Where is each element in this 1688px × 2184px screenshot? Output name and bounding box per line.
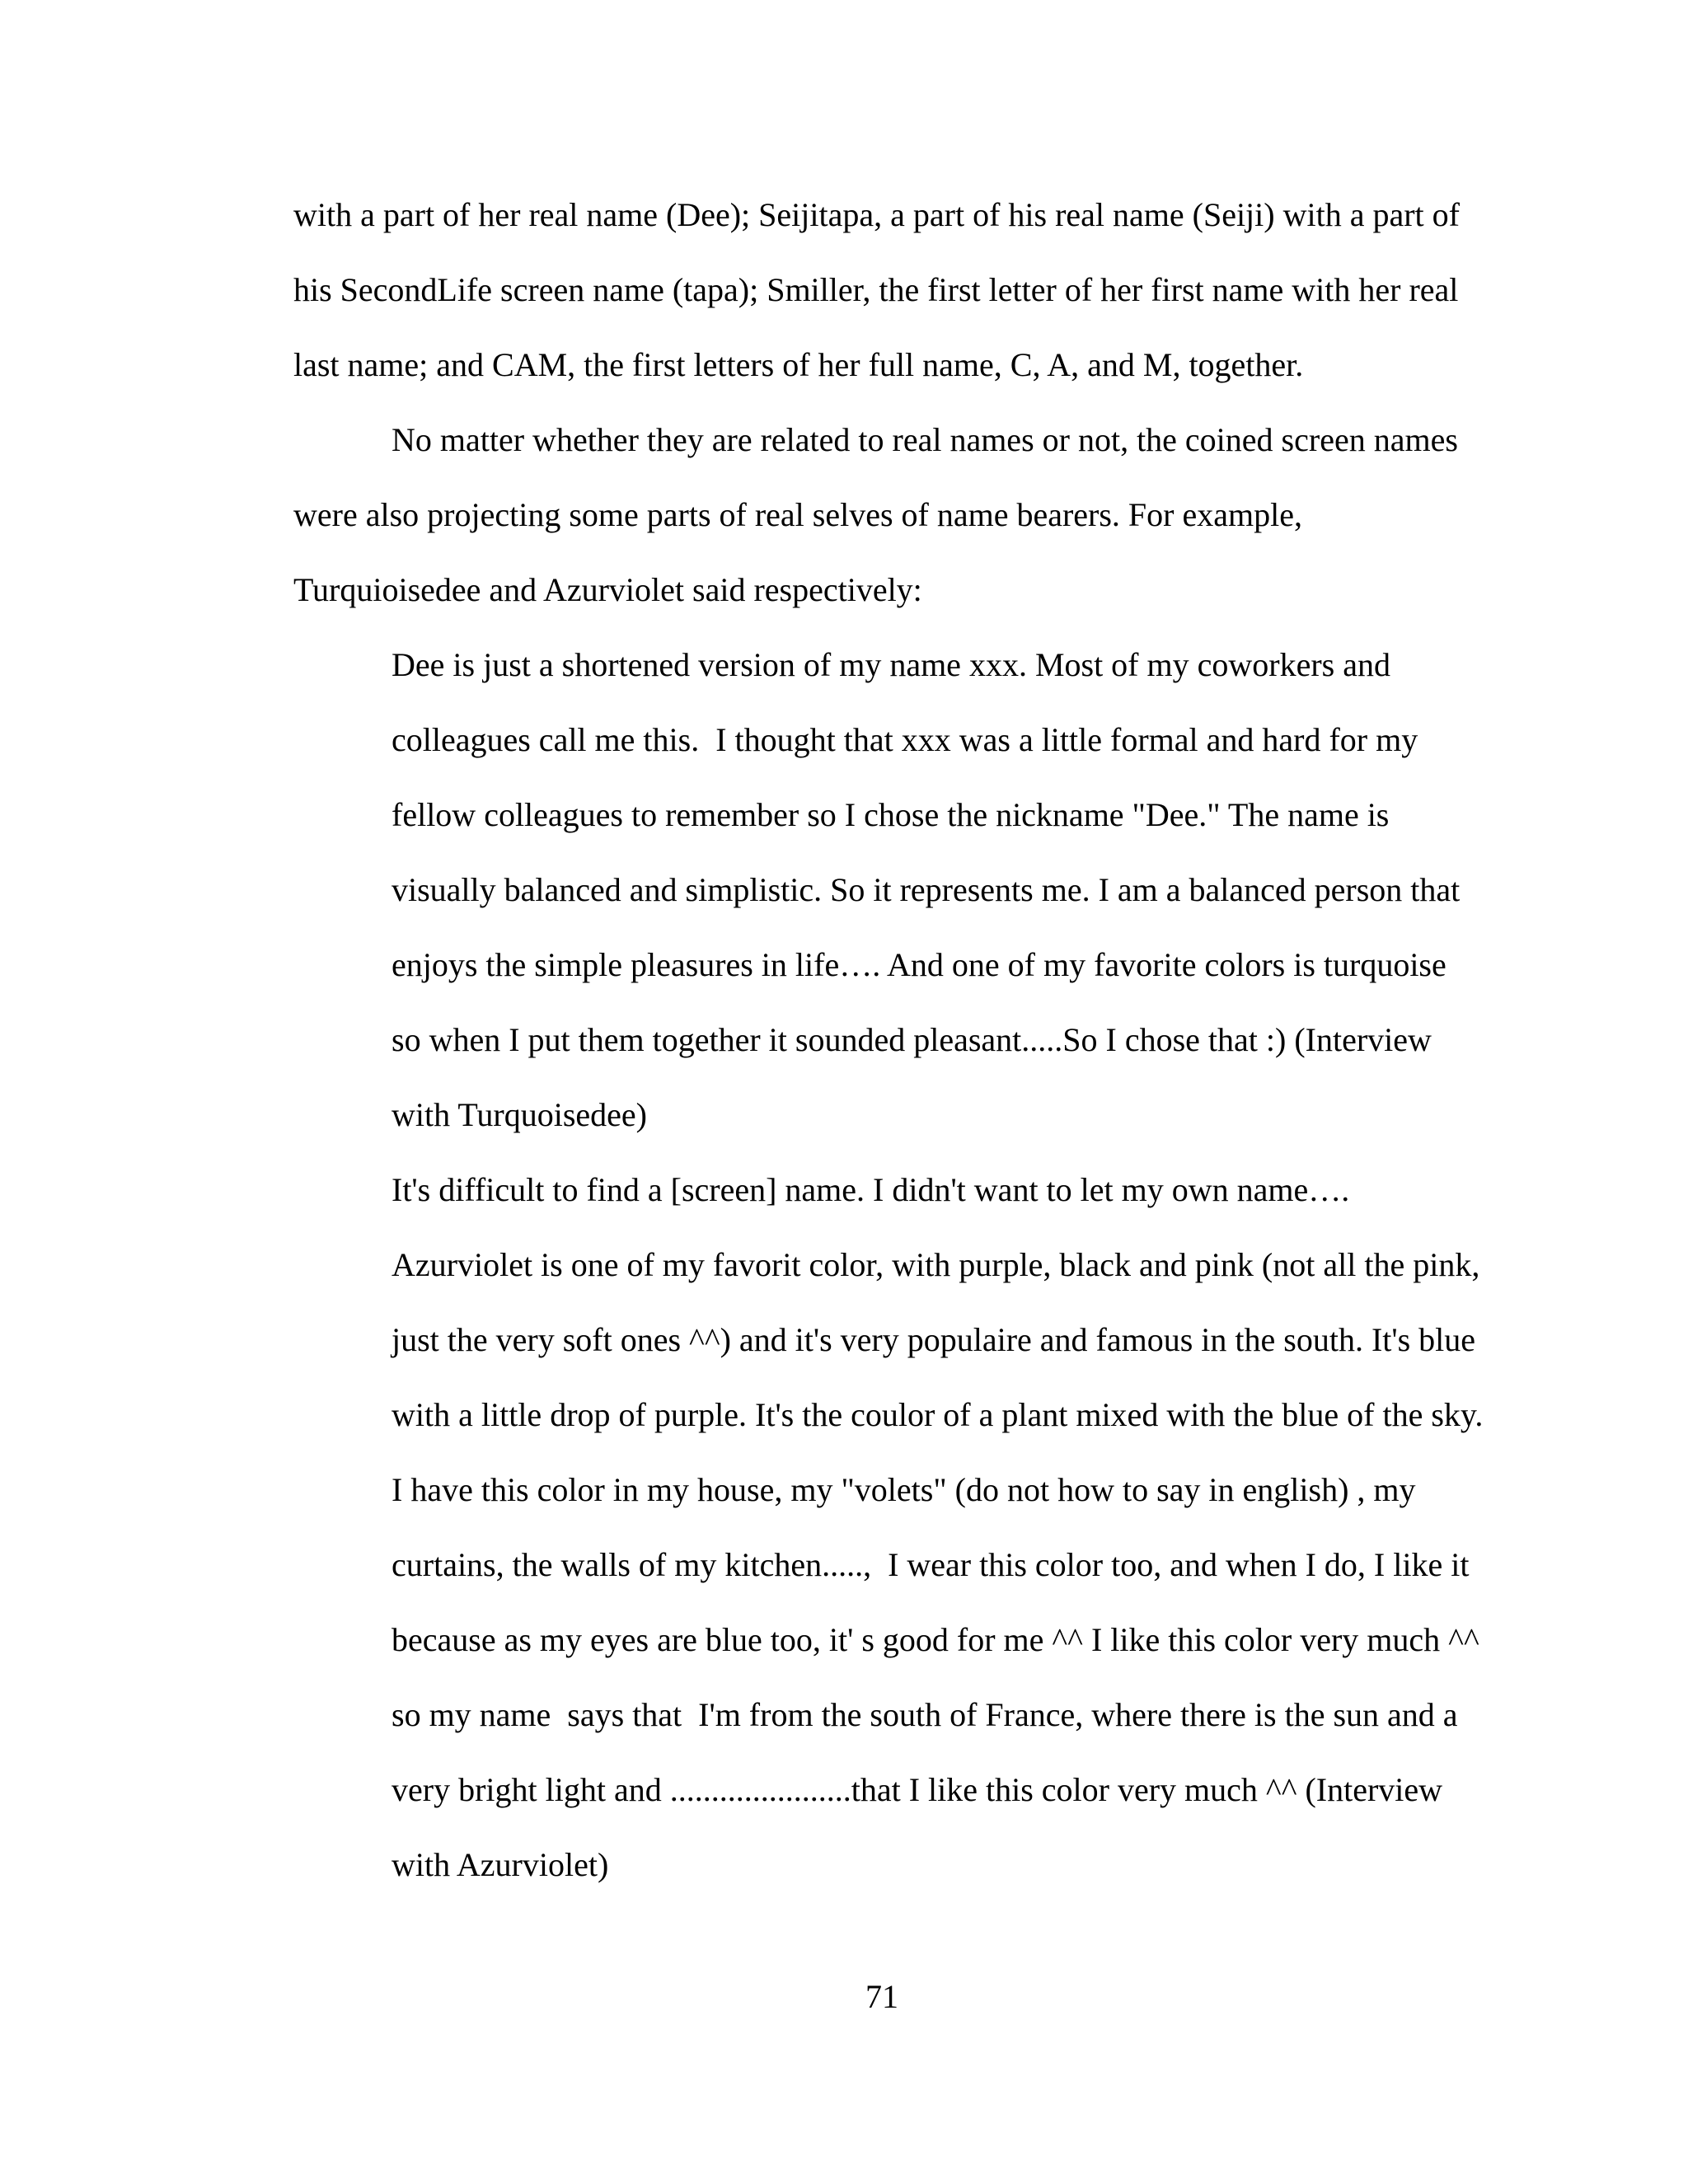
quote-line: Azurviolet is one of my favorit color, with purple, black and pink (not all the pink, xyxy=(392,1246,1480,1283)
quote-line: enjoys the simple pleasures in life…. And one of my favorite colors is turquoise xyxy=(392,946,1447,983)
quote-line: I have this color in my house, my "volets" (do not how to say in english) , my xyxy=(392,1471,1416,1508)
quote-line: so my name says that I'm from the south of France, where there is the sun and a xyxy=(392,1696,1458,1733)
quote-line: very bright light and ......................that I like this color very much ^^ (Interview xyxy=(392,1771,1443,1808)
quote-line: because as my eyes are blue too, it' s good for me ^^ I like this color very much ^^ xyxy=(392,1621,1479,1658)
quote-line: colleagues call me this. I thought that xxx was a little formal and hard for my xyxy=(392,721,1418,758)
page-number: 71 xyxy=(865,1978,898,2015)
text-line: his SecondLife screen name (tapa); Smiller, the first letter of her first name with her real xyxy=(293,271,1459,308)
quote-line: curtains, the walls of my kitchen....., I wear this color too, and when I do, I like it xyxy=(392,1546,1470,1583)
quote-line: so when I put them together it sounded pleasant.....So I chose that :) (Interview xyxy=(392,1021,1432,1058)
text-line: No matter whether they are related to real names or not, the coined screen names xyxy=(392,421,1458,458)
quote-line: with Azurviolet) xyxy=(392,1846,609,1883)
quote-line: It's difficult to find a [screen] name. I didn't want to let my own name…. xyxy=(392,1171,1350,1208)
quote-line: just the very soft ones ^^) and it's very populaire and famous in the south. It's blue xyxy=(392,1321,1476,1358)
quote-line: visually balanced and simplistic. So it represents me. I am a balanced person that xyxy=(392,871,1461,908)
quote-line: Dee is just a shortened version of my name xxx. Most of my coworkers and xyxy=(392,646,1390,683)
quote-line: with Turquoisedee) xyxy=(392,1096,647,1133)
text-line: last name; and CAM, the first letters of her full name, C, A, and M, together. xyxy=(293,346,1304,383)
quote-line: with a little drop of purple. It's the coulor of a plant mixed with the blue of the sky. xyxy=(392,1396,1484,1433)
quote-line: fellow colleagues to remember so I chose the nickname "Dee." The name is xyxy=(392,796,1390,833)
text-line: Turquioisedee and Azurviolet said respectively: xyxy=(293,571,922,608)
text-line: with a part of her real name (Dee); Seijitapa, a part of his real name (Seiji) with a part of xyxy=(293,196,1460,233)
text-line: were also projecting some parts of real selves of name bearers. For example, xyxy=(293,496,1302,533)
